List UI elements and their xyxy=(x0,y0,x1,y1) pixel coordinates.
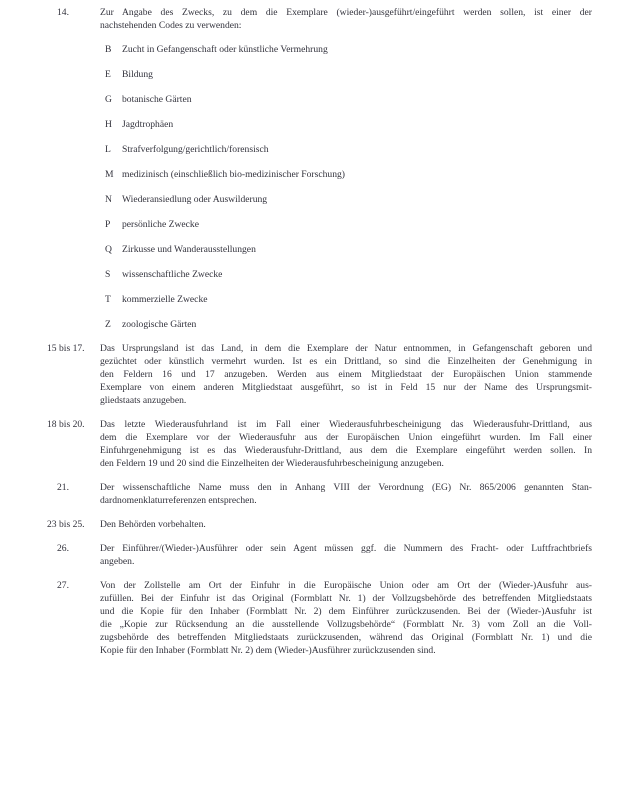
purpose-code-letter: P xyxy=(105,219,111,230)
paragraph-line: dardnomenklaturreferenzen entsprechen. xyxy=(100,495,257,506)
paragraph-line: angeben. xyxy=(100,556,135,567)
purpose-code-letter: Q xyxy=(105,244,112,255)
purpose-code-letter: N xyxy=(105,194,112,205)
purpose-code-description: Jagdtrophäen xyxy=(122,119,174,130)
paragraph-number: 15 bis 17. xyxy=(47,343,85,354)
paragraph-number: 21. xyxy=(57,482,69,493)
purpose-code-description: zoologische Gärten xyxy=(122,319,197,330)
paragraph-line: gezüchtet oder künstlich vermehrt wurden. Ist es ein Drittland, so sind die Einzelheiten der Genehmigung in xyxy=(100,356,592,367)
paragraph-line: zugsbehörde des betreffenden Mitgliedstaats zurückzusenden, während das Original (Formblatt Nr. 1) und die xyxy=(100,632,592,643)
numbered-paragraph xyxy=(47,342,592,407)
paragraph-body xyxy=(100,542,592,568)
numbered-paragraph xyxy=(47,418,592,470)
purpose-code-item xyxy=(100,268,592,281)
purpose-code-item xyxy=(100,318,592,331)
purpose-code-letter: Z xyxy=(105,319,111,330)
numbered-paragraph xyxy=(47,481,592,507)
paragraph-number: 23 bis 25. xyxy=(47,519,85,530)
paragraph-line: die „Kopie zur Rücksendung an die ausstellende Vollzugsbehörde“ (Formblatt Nr. 3) vom Zoll an die Voll- xyxy=(100,619,592,630)
paragraph-body xyxy=(100,342,592,407)
purpose-code-letter: M xyxy=(105,169,114,180)
paragraph-line: Einfuhrgenehmigung ist es das Wiederausfuhr-Drittland, aus dem die Exemplare eingeführt werden sollen. In xyxy=(100,445,592,456)
paragraph-line: Kopie für den Inhaber (Formblatt Nr. 2) dem (Wieder-)Ausführer zurückzusenden sind. xyxy=(100,645,436,656)
paragraph-line: und die Kopie für den Inhaber (Formblatt Nr. 2) dem Einführer zurückzusenden. Bei der (Wieder-)Ausfuhr ist xyxy=(100,606,592,617)
paragraph-body xyxy=(100,579,592,657)
paragraph-line: dem die Exemplare vor der Wiederausfuhr aus der Europäischen Union eingeführt wurden. Im Fall einer xyxy=(100,432,592,443)
purpose-code-letter: T xyxy=(105,294,111,305)
purpose-code-description: persönliche Zwecke xyxy=(122,219,199,230)
paragraph-line: Von der Zollstelle am Ort der Einfuhr in die Europäische Union oder am Ort der (Wieder-)Ausfuhr aus- xyxy=(100,580,592,591)
purpose-code-item xyxy=(100,43,592,56)
paragraph-line: zufüllen. Bei der Einfuhr ist das Original (Formblatt Nr. 1) der Vollzugsbehörde des betreffenden Mitgliedstaats xyxy=(100,593,592,604)
purpose-code-description: kommerzielle Zwecke xyxy=(122,294,208,305)
paragraph-body xyxy=(100,6,592,32)
paragraph-line: Der Einführer/(Wieder-)Ausführer oder sein Agent müssen ggf. die Nummern des Fracht- oder Luftfrachtbriefs xyxy=(100,543,592,554)
purpose-code-description: Wiederansiedlung oder Auswilderung xyxy=(122,194,268,205)
paragraph-body xyxy=(100,481,592,507)
purpose-code-item xyxy=(100,218,592,231)
paragraph-line: den Feldern 19 und 20 sind die Einzelheiten der Wiederausfuhrbescheinigung anzugeben. xyxy=(100,458,444,469)
paragraph-line: nachstehenden Codes zu verwenden: xyxy=(100,20,242,31)
paragraph-body xyxy=(100,518,592,531)
purpose-code-item xyxy=(100,68,592,81)
purpose-code-item xyxy=(100,143,592,156)
paragraph-line: Das letzte Wiederausfuhrland ist im Fall einer Wiederausfuhrbescheinigung das Wiederausfuhr-Drittland, aus xyxy=(100,419,592,430)
purpose-code-letter: B xyxy=(105,44,112,55)
purpose-code-description: botanische Gärten xyxy=(122,94,192,105)
purpose-code-description: Bildung xyxy=(122,69,153,80)
purpose-code-letter: G xyxy=(105,94,112,105)
paragraph-line: gliedstaats anzugeben. xyxy=(100,395,187,406)
paragraph-line: Der wissenschaftliche Name muss den in Anhang VIII der Verordnung (EG) Nr. 865/2006 genannten Stan- xyxy=(100,482,592,493)
paragraph-number: 18 bis 20. xyxy=(47,419,85,430)
paragraph-line: Das Ursprungsland ist das Land, in dem die Exemplare der Natur entnommen, in Gefangenschaft geboren und xyxy=(100,343,592,354)
paragraph-body xyxy=(100,418,592,470)
purpose-code-description: Strafverfolgung/gerichtlich/forensisch xyxy=(122,144,269,155)
numbered-paragraph xyxy=(47,6,592,32)
paragraph-number: 26. xyxy=(57,543,69,554)
purpose-codes-list xyxy=(47,43,592,331)
paragraph-line: Exemplare von einem anderen Mitgliedstaat ausgeführt, so ist in Feld 15 nur der Name des Ursprungsmit- xyxy=(100,382,592,393)
purpose-code-description: Zucht in Gefangenschaft oder künstliche Vermehrung xyxy=(122,44,328,55)
numbered-paragraph xyxy=(47,542,592,568)
numbered-paragraph xyxy=(47,579,592,657)
paragraph-number: 27. xyxy=(57,580,69,591)
numbered-paragraph xyxy=(47,518,592,531)
purpose-code-description: medizinisch (einschließlich bio-medizinischer Forschung) xyxy=(122,169,345,180)
purpose-code-item xyxy=(100,168,592,181)
purpose-code-item xyxy=(100,243,592,256)
purpose-code-item xyxy=(100,193,592,206)
purpose-code-item xyxy=(100,93,592,106)
purpose-code-item xyxy=(100,293,592,306)
purpose-code-letter: E xyxy=(105,69,111,80)
purpose-code-letter: L xyxy=(105,144,111,155)
purpose-code-description: wissenschaftliche Zwecke xyxy=(122,269,223,280)
paragraph-line: den Feldern 16 und 17 anzugeben. Werden aus einem Mitgliedstaat der Europäischen Union stammende xyxy=(100,369,592,380)
paragraph-line: Zur Angabe des Zwecks, zu dem die Exemplare (wieder-)ausgeführt/eingeführt werden sollen, ist einer der xyxy=(100,7,592,18)
paragraph-line: Den Behörden vorbehalten. xyxy=(100,519,206,530)
purpose-code-description: Zirkusse und Wanderausstellungen xyxy=(122,244,256,255)
paragraph-number: 14. xyxy=(57,7,69,18)
purpose-code-item xyxy=(100,118,592,131)
purpose-code-letter: H xyxy=(105,119,112,130)
purpose-code-letter: S xyxy=(105,269,111,280)
